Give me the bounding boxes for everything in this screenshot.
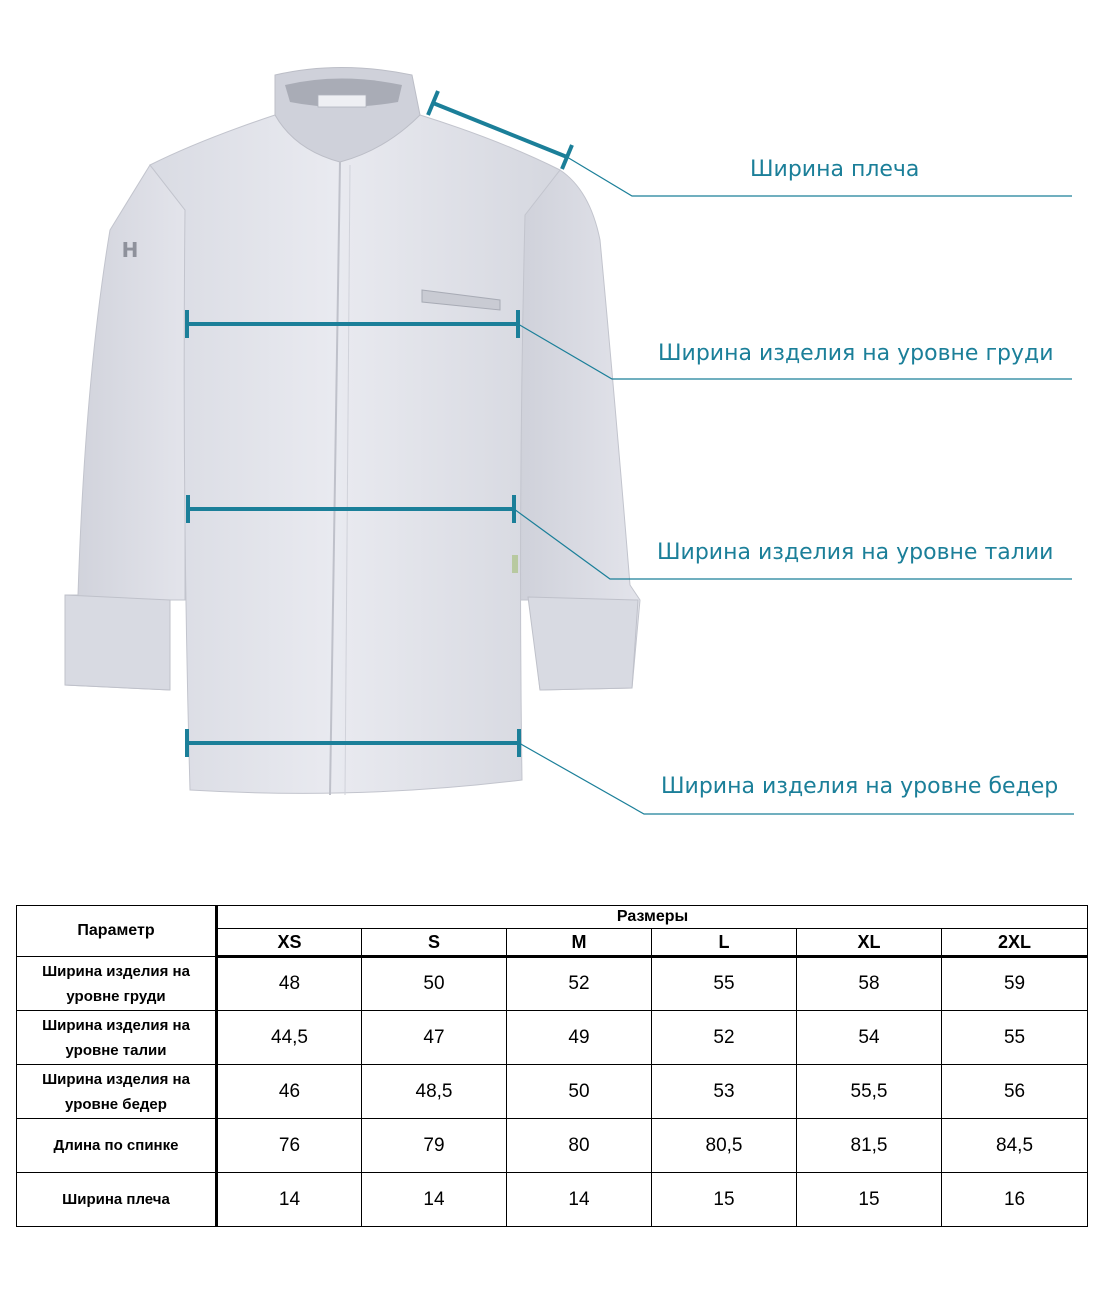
row-label: Ширина плеча: [17, 1173, 217, 1227]
table-cell: 52: [652, 1011, 797, 1065]
table-row-waist: [17, 1011, 1088, 1065]
table-cell: 80: [507, 1119, 652, 1173]
size-header-xl: XL: [797, 929, 942, 957]
table-cell: 52: [507, 957, 652, 1011]
table-cell: 81,5: [797, 1119, 942, 1173]
table-cell: 48: [217, 957, 362, 1011]
table-cell: 47: [362, 1011, 507, 1065]
table-row-back-length: [17, 1119, 1088, 1173]
table-row-hips: [17, 1065, 1088, 1119]
table-cell: 55: [652, 957, 797, 1011]
table-cell: 55: [942, 1011, 1088, 1065]
table-cell: 79: [362, 1119, 507, 1173]
size-header-s: S: [362, 929, 507, 957]
row-label: Ширина изделия на уровне талии: [17, 1011, 217, 1065]
row-label: Ширина изделия на уровне груди: [17, 957, 217, 1011]
left-cuff: [65, 595, 170, 690]
waist-width-label: Ширина изделия на уровне талии: [657, 540, 1054, 565]
size-header-m: M: [507, 929, 652, 957]
table-cell: 14: [217, 1173, 362, 1227]
size-header-2xl: 2XL: [942, 929, 1088, 957]
table-cell: 48,5: [362, 1065, 507, 1119]
sleeve-logo-icon: H: [121, 238, 139, 262]
table-row-shoulder: [17, 1173, 1088, 1227]
table-cell: 56: [942, 1065, 1088, 1119]
table-cell: 46: [217, 1065, 362, 1119]
table-cell: 80,5: [652, 1119, 797, 1173]
shoulder-width-label: Ширина плеча: [750, 157, 920, 182]
jacket-body: [150, 115, 560, 793]
table-cell: 55,5: [797, 1065, 942, 1119]
table-cell: 54: [797, 1011, 942, 1065]
table-cell: 44,5: [217, 1011, 362, 1065]
row-label: Длина по спинке: [17, 1119, 217, 1173]
table-cell: 58: [797, 957, 942, 1011]
sizes-header: Размеры: [217, 906, 1088, 929]
table-cell: 50: [507, 1065, 652, 1119]
table-cell: 15: [797, 1173, 942, 1227]
table-cell: 14: [362, 1173, 507, 1227]
size-header-l: L: [652, 929, 797, 957]
table-cell: 84,5: [942, 1119, 1088, 1173]
table-cell: 59: [942, 957, 1088, 1011]
parameter-header: Параметр: [17, 906, 217, 957]
row-label: Ширина изделия на уровне бедер: [17, 1065, 217, 1119]
table-cell: 50: [362, 957, 507, 1011]
table-cell: 49: [507, 1011, 652, 1065]
hips-width-label: Ширина изделия на уровне бедер: [661, 774, 1059, 799]
table-row-chest: [17, 957, 1088, 1011]
table-cell: 15: [652, 1173, 797, 1227]
size-chart-table: [16, 905, 1088, 1227]
chest-width-label: Ширина изделия на уровне груди: [658, 341, 1054, 366]
table-cell: 14: [507, 1173, 652, 1227]
size-header-xs: XS: [217, 929, 362, 957]
table-cell: 16: [942, 1173, 1088, 1227]
table-cell: 53: [652, 1065, 797, 1119]
table-cell: 76: [217, 1119, 362, 1173]
right-cuff: [528, 597, 638, 690]
